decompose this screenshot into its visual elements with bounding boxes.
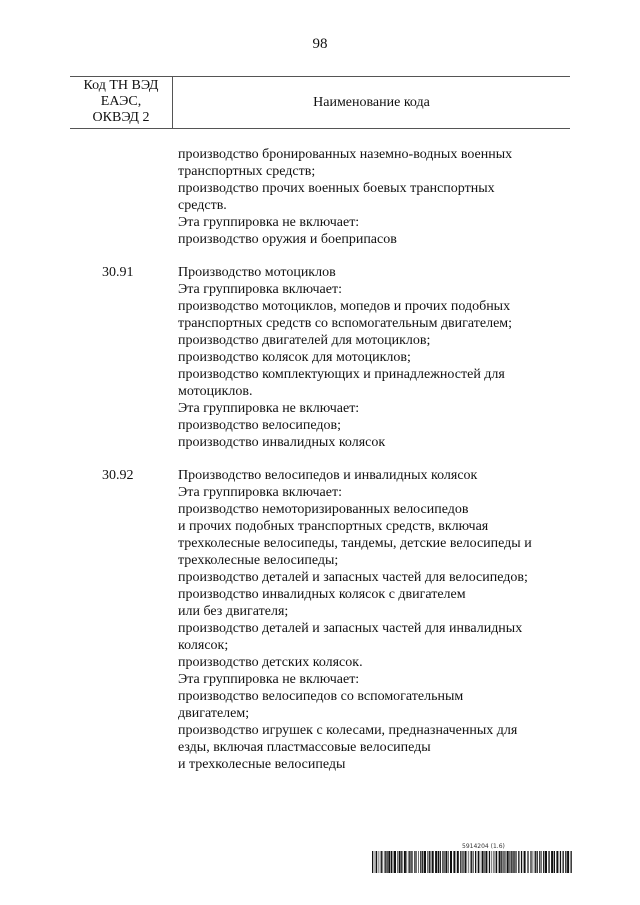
- text-line: езды, включая пластмассовые велосипеды: [178, 740, 431, 755]
- header-name-column: Наименование кода: [313, 95, 430, 110]
- text-line: производство деталей и запасных частей для инвалидных: [178, 621, 523, 636]
- text-line: Эта группировка не включает:: [178, 215, 360, 230]
- text-line: колясок;: [178, 638, 229, 653]
- header-code-line: ОКВЭД 2: [92, 110, 150, 125]
- text-line: Производство велосипедов и инвалидных колясок: [178, 468, 478, 483]
- text-line: производство велосипедов;: [178, 418, 342, 433]
- section-text: [178, 146, 640, 248]
- document-stamp: 5914204 (1.6): [462, 843, 505, 850]
- text-line: производство колясок для мотоциклов;: [178, 350, 411, 365]
- text-line: трехколесные велосипеды, тандемы, детские велосипеды и: [178, 536, 532, 551]
- header-code-line: ЕАЭС,: [100, 94, 142, 109]
- text-line: производство детских колясок.: [178, 655, 363, 670]
- code-section: [0, 146, 640, 248]
- header-code-column: [70, 78, 172, 126]
- text-line: производство игрушек с колесами, предназначенных для: [178, 723, 518, 738]
- section-code: 30.91: [102, 265, 134, 280]
- text-line: двигателем;: [178, 706, 250, 721]
- text-line: производство двигателей для мотоциклов;: [178, 333, 431, 348]
- document-body: [0, 146, 640, 789]
- text-line: или без двигателя;: [178, 604, 289, 619]
- code-section: [0, 264, 640, 451]
- section-code: 30.92: [102, 468, 134, 483]
- text-line: трехколесные велосипеды;: [178, 553, 339, 568]
- text-line: производство немоторизированных велосипедов: [178, 502, 469, 517]
- text-line: производство оружия и боеприпасов: [178, 232, 397, 247]
- header-code-line: Код ТН ВЭД: [83, 78, 159, 93]
- text-line: и прочих подобных транспортных средств, включая: [178, 519, 489, 534]
- text-line: Эта группировка не включает:: [178, 672, 360, 687]
- header-top-rule: [70, 76, 570, 77]
- text-line: производство велосипедов со вспомогательным: [178, 689, 464, 704]
- text-line: Эта группировка не включает:: [178, 401, 360, 416]
- code-section: [0, 467, 640, 773]
- text-line: производство прочих военных боевых транспортных: [178, 181, 495, 196]
- text-line: Эта группировка включает:: [178, 485, 342, 500]
- text-line: транспортных средств со вспомогательным двигателем;: [178, 316, 513, 331]
- text-line: производство комплектующих и принадлежностей для: [178, 367, 505, 382]
- barcode: [372, 851, 572, 873]
- text-line: производство деталей и запасных частей для велосипедов;: [178, 570, 528, 585]
- header-bottom-rule: [70, 128, 570, 129]
- text-line: производство инвалидных колясок: [178, 435, 386, 450]
- section-text: [178, 467, 640, 773]
- text-line: транспортных средств;: [178, 164, 316, 179]
- text-line: Производство мотоциклов: [178, 265, 336, 280]
- text-line: и трехколесные велосипеды: [178, 757, 346, 772]
- text-line: производство инвалидных колясок с двигателем: [178, 587, 466, 602]
- text-line: производство мотоциклов, мопедов и прочих подобных: [178, 299, 511, 314]
- text-line: средств.: [178, 198, 227, 213]
- section-text: [178, 264, 640, 451]
- text-line: производство бронированных наземно-водных военных: [178, 147, 513, 162]
- text-line: мотоциклов.: [178, 384, 253, 399]
- text-line: Эта группировка включает:: [178, 282, 342, 297]
- page-number: 98: [312, 36, 328, 52]
